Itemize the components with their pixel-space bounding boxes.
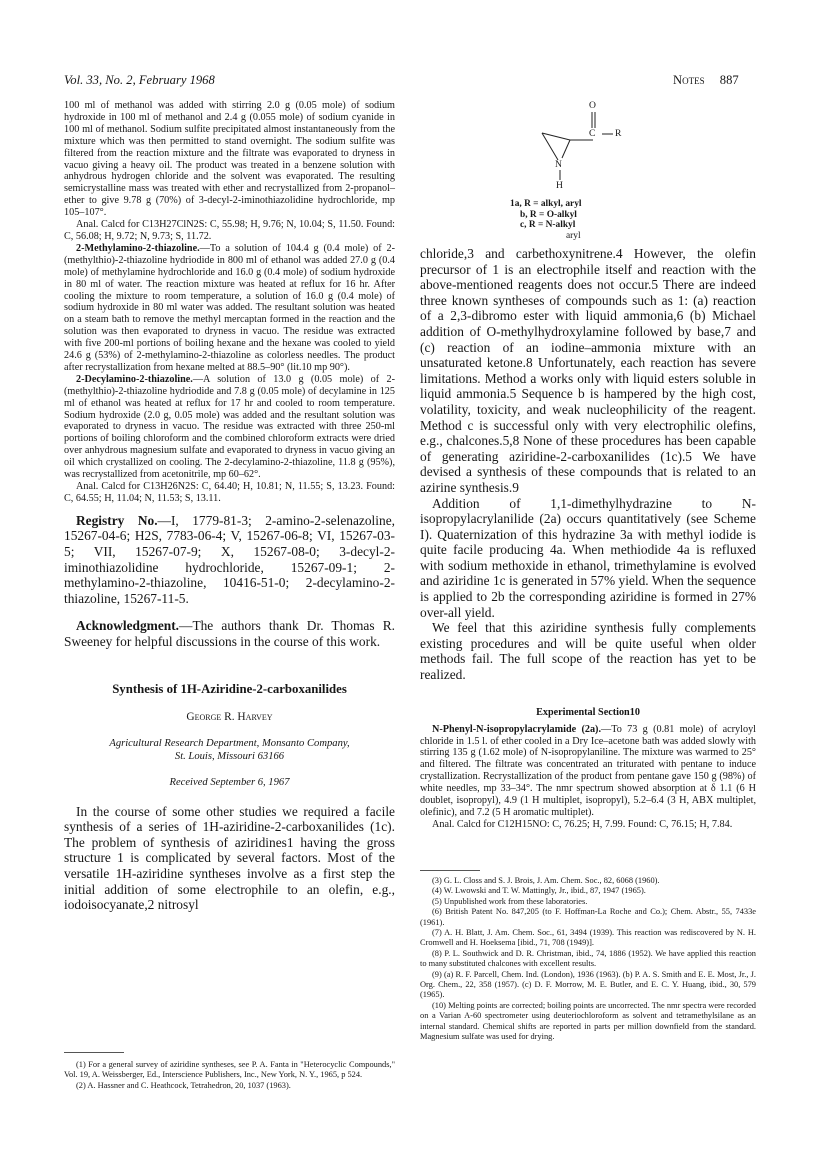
- affiliation: [64, 737, 395, 763]
- body-paragraph: chloride,3 and carbethoxynitrene.4 However, the olefin precursor of 1 is an electrophile itself and reaction with the above-mentioned reagents does not occur.5 There are indeed three known syntheses of compounds such as 1: (a) reaction of a 2,3-dibromo ester with liquid ammonia,6 (b) Michael addition of O-methylhydroxylamine followed by base,7 and (c) reaction of an iodine–ammonia mixture with an unsaturated ketone.8 Unfortunately, each reaction has severe limitations. Method a works only with liquid esters soluble in liquid ammonia.5 Sequence b is hampered by the high cost, volatility, toxicity, and weak nucleophilicity of the reagent. Method c is successful only with very electrophilic olefins, e.g., chalcones.5,8 None of these procedures has been capable of generating aziridine-2-carboxanilides (1c).5 We have devised a synthesis of these compounds that is related to an azirine synthesis.9: [420, 246, 756, 495]
- article-title: Synthesis of 1H-Aziridine-2-carboxanilides: [112, 681, 347, 696]
- acknowledgment-body: —The authors thank Dr. Thomas R. Sweeney for helpful discussions in the course of this work.: [64, 618, 395, 649]
- footnote: (10) Melting points are corrected; boiling points are uncorrected. The nmr spectra were recorded on a Varian A-60 spectrometer using deuteriochloroform as solvent and tetramethylsilane as an internal standard. Chemical shifts are reported in parts per million downfield from the standard. Magnesium sulfate was used for drying.: [420, 1000, 756, 1042]
- decylamino-procedure: [64, 374, 395, 481]
- procedure-title: 2-Methylamino-2-thiazoline.: [76, 242, 200, 254]
- nitrogen-atom: N: [555, 159, 562, 170]
- right-footnotes: [420, 876, 756, 1043]
- registry-body: —I, 1779-81-3; 2-amino-2-selenazoline, 15267-04-6; H2S, 7783-06-4; V, 15267-06-8; VI, 15267-03-5; VII, 15267-07-9; X, 15267-08-0; 3-decyl-2-iminothiazolidine hydrochloride, 15267-09-1; 2-methylamino-2-thiazoline, 10416-51-0; 2-decylamino-2-thiazoline, 15267-11-5.: [64, 512, 395, 606]
- acknowledgment-label: Acknowledgment.: [76, 618, 180, 634]
- footnote: (1) For a general survey of aziridine syntheses, see P. A. Fanta in "Heterocyclic Compounds," Vol. 19, A. Weissberger, Ed., Interscience Publishers, Inc., New York, N. Y., 1965, p 524.: [64, 1060, 395, 1080]
- footnote-rule: [420, 870, 480, 871]
- procedure-title: 2-Decylamino-2-thiazoline.: [76, 373, 193, 385]
- registry-label: Registry No.: [76, 512, 158, 528]
- procedure-body: —To 73 g (0.81 mole) of acryloyl chloride in 1.5 l. of ether cooled in a Dry Ice–acetone bath was added slowly with stirring 135 g (1.62 mole) of N-isopropylaniline. The mixture was warmed to 25° and filtered. The filtrate was concentrated an triturated with pentane to induce crystallization. Recrystallization of the product from pentane gave 150 g (98%) of white needles, mp 33–34°. The nmr spectrum showed absorption at δ 1.1 (6 H doublet, isopropyl), 4.9 (1 H multiplet, isopropyl), 5.2–6.4 (3 H, ABX multiplet, olefinic), and 7.2 (5 H aromatic multiplet).: [420, 723, 756, 818]
- left-column: [64, 100, 395, 913]
- author-name: George R. Harvey: [186, 710, 273, 723]
- received-date: Received September 6, 1967: [169, 776, 290, 788]
- methylamino-procedure: [64, 243, 395, 374]
- experimental-heading: Experimental Section10: [536, 706, 640, 718]
- footnote: (8) P. L. Southwick and D. R. Christman, ibid., 74, 1886 (1952). We have applied this reaction to many substituted chalcones with excellent results.: [420, 948, 756, 969]
- footnote: (3) G. L. Closs and S. J. Brois, J. Am. Chem. Soc., 82, 6068 (1960).: [432, 876, 660, 885]
- introduction-paragraph: In the course of some other studies we required a facile synthesis of a series of 1H-aziridine-2-carboxanilides (1c). The problem of synthesis of aziridines1 having the gross structure 1 is complicated by several factors. Most of the versatile 1H-aziridine syntheses involve as a first step the initial addition of some electrophile to an olefin, e.g., iodoisocyanate,2 nitrosyl: [64, 803, 395, 913]
- affiliation-line: Agricultural Research Department, Monsanto Company,: [109, 737, 350, 749]
- legend-line: b, R = O-alkyl: [520, 209, 577, 220]
- acrylamide-procedure: [420, 724, 756, 819]
- structure-bonds: [520, 100, 660, 215]
- page-number: 887: [719, 73, 739, 87]
- legend-line: 1a, R = alkyl, aryl: [510, 199, 582, 209]
- legend-line: c, R = N-alkyl: [520, 220, 576, 231]
- section-label: Notes: [673, 73, 705, 87]
- registry-paragraph: [64, 513, 395, 607]
- analysis-paragraph: Anal. Calcd for C12H15NO: C, 76.25; H, 7.99. Found: C, 76.15; H, 7.84.: [432, 818, 733, 830]
- footnote-rule: [64, 1052, 124, 1053]
- footnote: (7) A. H. Blatt, J. Am. Chem. Soc., 61, 3494 (1939). This reaction was rediscovered by N. H. Cromwell and H. Hoeksema [ibid., 71, 708 (1949)].: [420, 928, 756, 948]
- structure-legend: [510, 199, 582, 241]
- left-footnotes: [64, 1060, 395, 1091]
- experimental-paragraph: 100 ml of methanol was added with stirring 2.0 g (0.05 mole) of sodium hydroxide in 100 ml of methanol and 2.4 g (0.055 mole) of sodium cyanide in 100 ml of methanol. Sodium sulfite precipitated almost instantaneously from the mixture which was then permitted to stand overnight. The sodium sulfite was filtered from the reaction mixture and the filtrate was evaporated to dryness in vacuo giving a heavy oil. The product was treated in a benzene solution with anhydrous hydrogen chloride and the solvent was evaporated. The resulting semicrystalline mass was treated with ether and recrystallized from 2-propanol–ether to give 9.78 g (70%) of 3-decyl-2-iminothiazolidine hydrochloride, mp 105–107°.: [64, 100, 395, 219]
- hydrogen-atom: H: [556, 180, 563, 191]
- procedure-body: —To a solution of 104.4 g (0.4 mole) of 2-(methylthio)-2-thiazoline hydriodide in 800 ml of ethanol was added 27.0 g (0.4 mole) of methylamine hydrochloride and 16.0 g (0.4 mole) of sodium hydroxide in 80 ml of water. The reaction mixture was heated at reflux for 16 hr. After cooling the mixture to room temperature, a solution of 16.0 g (0.4 mole) of sodium hydroxide in 80 ml water was added. The resultant solution was heated on a steam bath to remove the methyl mercaptan formed in the reaction and the solution was then evaporated to dryness in vacuo. The residue was extracted with five 200-ml portions of boiling hexane and the hexane was cooled to yield 24.6 g (53%) of 2-methylamino-2-thiazoline as colorless needles. The product after recrystallization from hexane melted at 88.5–90° (lit.10 mp 90°).: [64, 242, 395, 373]
- body-paragraph: Addition of 1,1-dimethylhydrazine to N-isopropylacrylanilide (2a) occurs quantitatively (see Scheme I). Quaternization of this hydrazine 3a with methyl iodide is quite facile producing 4a. When methiodide 4a is refluxed with sodium methoxide in ethanol, trimethylamine is evolved and aziridine 1c is generated in 57% yield. When the sequence is applied to 2b the corresponding aziridine is formed in 27% over-all yield.: [420, 495, 756, 620]
- running-header-left: Vol. 33, No. 2, February 1968: [64, 73, 215, 87]
- aziridine-structure: [520, 100, 660, 215]
- acknowledgment-paragraph: [64, 618, 395, 649]
- footnote: (6) British Patent No. 847,205 (to F. Hoffman-La Roche and Co.); Chem. Abstr., 55, 7433e (1961).: [420, 907, 756, 927]
- procedure-title: N-Phenyl-N-isopropylacrylamide (2a).: [432, 723, 601, 735]
- analysis-paragraph: Anal. Calcd for C13H27ClN2S: C, 55.98; H, 9.76; N, 10.04; S, 11.50. Found: C, 56.08; H, 9.72; N, 9.73; S, 11.72.: [64, 219, 395, 242]
- r-group: R: [615, 128, 622, 139]
- footnote: (9) (a) R. F. Parcell, Chem. Ind. (London), 1936 (1963). (b) P. A. S. Smith and E. E. Most, Jr., J. Org. Chem., 22, 358 (1957). (c) D. F. Morrow, M. E. Butler, and E. C. Y. Huang, ibid., 30, 579 (1965).: [420, 969, 756, 1000]
- footnote: (2) A. Hassner and C. Heathcock, Tetrahedron, 20, 1037 (1963).: [76, 1080, 291, 1090]
- footnote: (4) W. Lwowski and T. W. Mattingly, Jr., ibid., 87, 1947 (1965).: [432, 886, 646, 896]
- body-paragraph: We feel that this aziridine synthesis fully complements existing procedures and will be quite useful when older methods fail. The full scope of the reaction has yet to be realized.: [420, 620, 756, 683]
- footnote: (5) Unpublished work from these laboratories.: [432, 896, 588, 906]
- procedure-body: —A solution of 13.0 g (0.05 mole) of 2-(methylthio)-2-thiazoline hydriodide and 7.8 g (0.05 mole) of decylamine in 125 ml of ethanol was heated at reflux for 17 hr and cooled to room temperature. Sodium hydroxide (2.0 g, 0.05 mole) was added and the resultant solution was evaporated to dryness in vacuo. The residue was extracted with three 250-ml portions of boiling chloroform and the combined chloroform extracts were dried over anhydrous magnesium sulfate and evaporated to dryness in vacuo giving an oil which crystallized on cooling. The 2-decylamino-2-thiazoline, 11.8 g (95%), was recrystallized from acetonitrile, mp 60–62°.: [64, 373, 395, 481]
- right-column: [420, 246, 756, 831]
- analysis-paragraph: Anal. Calcd for C13H26N2S: C, 64.40; H, 10.81; N, 11.55; S, 13.23. Found: C, 64.55; H, 11.04; N, 11.53; S, 13.11.: [64, 481, 395, 504]
- legend-line: aryl: [566, 230, 581, 241]
- carbon-atom: C: [589, 128, 596, 139]
- oxygen-atom: O: [589, 100, 596, 111]
- running-header-right: [673, 73, 739, 88]
- affiliation-line: St. Louis, Missouri 63166: [174, 750, 285, 762]
